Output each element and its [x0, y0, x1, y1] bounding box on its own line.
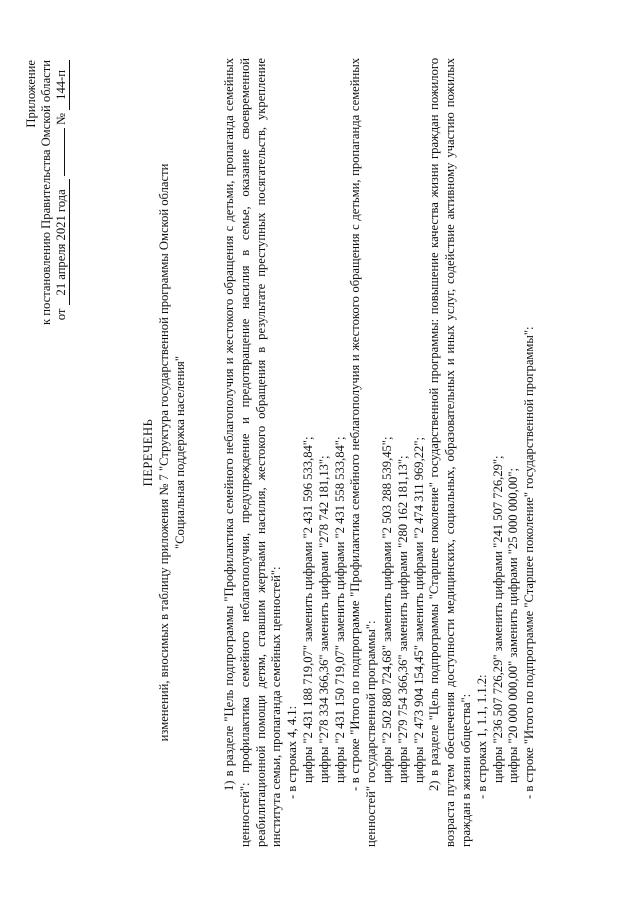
list-item-rows-4: - в строках 4, 4.1: — [285, 705, 300, 799]
list-item-total-row: - в строке "Итого по подпрограмме "Старшее поколение" государственной программы": — [522, 326, 537, 799]
section-2-paragraph: 2) в разделе "Цель подпрограммы "Старшее поколение" государственной программы: повышение качества жизни граждан пожилого возраста путем обеспечения доступности медицинских, социальных, образовательных и иных услуг, содействие активному участию пожилых граждан в жизни общества": — [427, 58, 473, 847]
decree-number: 144-п — [54, 60, 70, 110]
list-item-rows-1: - в строках 1, 1.1, 1.1.2: — [474, 674, 489, 799]
section-1-paragraph: 1) в разделе "Цель подпрограммы "Профилактика семейного неблагополучия и жестокого обращения с детьми, пропаганда семейных ценностей": профилактика семейного неблагополучия, предупреждение и предотвращение насилия в семье, оказание своевременной реабилитационной помощи детям, ставшим жертвами насилия, жестокого обращения в результате преступных посягательств, укрепление института семьи, пропаганда семейных ценностей": — [222, 58, 284, 847]
appendix-block — [24, 60, 70, 325]
replacement-line: цифры "2 473 904 154,45" заменить цифрами "2 474 311 969,22"; — [411, 437, 426, 783]
document-title — [140, 60, 188, 845]
replacement-line: цифры "2 502 880 724,68" заменить цифрами "2 503 288 539,45"; — [379, 436, 394, 783]
replacement-line: цифры "278 334 366,36" заменить цифрами "278 742 181,13"; — [316, 455, 331, 783]
title-heading: ПЕРЕЧЕНЬ — [141, 418, 155, 487]
appendix-reference: к постановлению Правительства Омской области — [39, 60, 53, 325]
number-label: № — [54, 112, 68, 126]
appendix-heading: Приложение — [24, 60, 38, 128]
replacement-line: цифры "20 000 000,00" заменить цифрами "25 000 000,00"; — [506, 468, 521, 783]
blank-line — [64, 128, 65, 176]
document-body — [222, 58, 538, 847]
title-line-2: "Социальная поддержка населения" — [173, 356, 187, 550]
decree-date: 21 апреля 2021 года — [54, 179, 70, 305]
replacement-line: цифры "2 431 150 719,07" заменить цифрами "2 431 558 533,84"; — [332, 436, 347, 783]
appendix-date-line — [54, 60, 70, 325]
title-line-1: изменений, вносимых в таблицу приложения № 7 "Структура государственной программы Омской области — [157, 163, 171, 742]
from-label: от — [54, 308, 68, 321]
list-item-total-row: - в строке "Итого по подпрограмме "Профилактика семейного неблагополучия и жестокого обращения с детьми, пропаганда семейных ценностей" государственной программы": — [348, 58, 379, 847]
replacement-line: цифры "2 431 188 719,07" заменить цифрами "2 431 596 533,84"; — [300, 436, 315, 783]
replacement-line: цифры "236 507 726,29" заменить цифрами "241 507 726,29"; — [490, 455, 505, 783]
replacement-line: цифры "279 754 366,36" заменить цифрами "280 162 181,13"; — [395, 455, 410, 783]
